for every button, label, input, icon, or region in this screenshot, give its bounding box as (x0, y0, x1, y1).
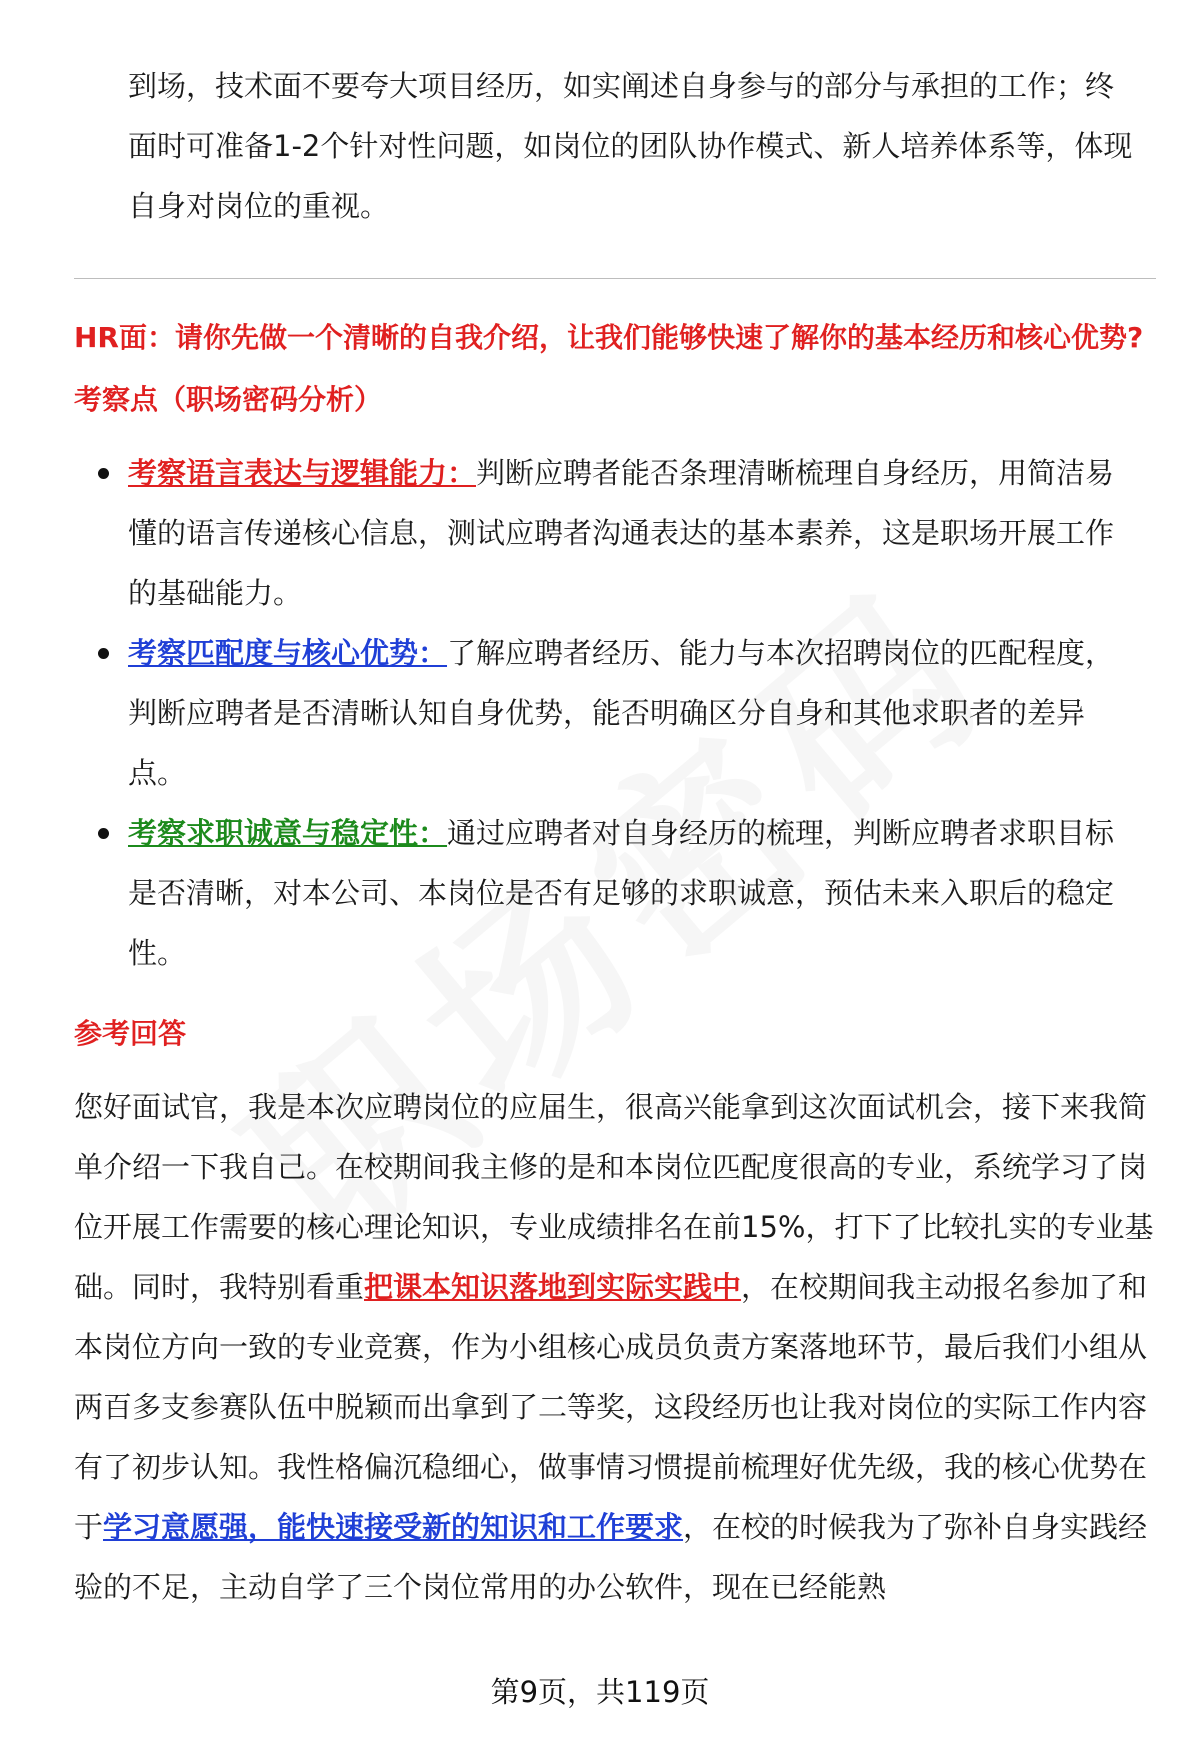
answer-text: 您好面试官，我是本次应聘岗位的应届生，很高兴能拿到这次面试机会，接下来我简单介绍一下我自己。在校期间我主修的是和本岗位匹配度很高的专业，系统学习了岗位开展工作需要的核心理论知识，专业成绩排名在前15%，打下了比较扎实的专业基础。同时，我特别看重 (74, 1090, 1154, 1304)
answer-text: ，在校期间我主动报名参加了和本岗位方向一致的专业竞赛，作为小组核心成员负责方案落地环节，最后我们小组从两百多支参赛队伍中脱颖而出拿到了二等奖，这段经历也让我对岗位的实际工作内容有了初步认知。我性格偏沉稳细心，做事情习惯提前梳理好优先级，我的核心优势在于 (74, 1270, 1148, 1544)
point-text: 通过应聘者对自身经历的梳理，判断应聘者求职目标是否清晰，对本公司、本岗位是否有足够的求职诚意，预估未来入职后的稳定性。 (128, 816, 1115, 970)
point-text: 判断应聘者能否条理清晰梳理自身经历，用简洁易懂的语言传递核心信息，测试应聘者沟通表达的基本素养，这是职场开展工作的基础能力。 (128, 456, 1115, 610)
point-title: 考察匹配度与核心优势： (128, 636, 448, 670)
bullet-icon (98, 648, 109, 659)
bullet-icon (98, 468, 109, 479)
page-footer: 第9页，共119页 (490, 1675, 710, 1709)
assessment-point (74, 623, 1138, 803)
assessment-heading: 考察点（职场密码分析） (74, 383, 383, 416)
reference-answer (74, 1077, 1156, 1617)
point-title: 考察语言表达与逻辑能力： (128, 456, 477, 490)
section-divider (74, 278, 1156, 279)
document-content (74, 0, 1154, 1617)
answer-highlight: 学习意愿强，能快速接受新的知识和工作要求 (103, 1510, 684, 1544)
answer-highlight: 把课本知识落地到实际实践中 (364, 1270, 742, 1304)
answer-heading: 参考回答 (74, 1017, 187, 1050)
point-text: 了解应聘者经历、能力与本次招聘岗位的匹配程度，判断应聘者是否清晰认知自身优势，能否明确区分自身和其他求职者的差异点。 (128, 636, 1115, 790)
point-title: 考察求职诚意与稳定性： (128, 816, 448, 850)
assessment-points-list (74, 443, 1154, 983)
assessment-point (74, 803, 1138, 983)
answer-text: ，在校的时候我为了弥补自身实践经验的不足，主动自学了三个岗位常用的办公软件，现在已经能熟 (74, 1510, 1148, 1604)
hr-question: HR面：请你先做一个清晰的自我介绍，让我们能够快速了解你的基本经历和核心优势? (74, 321, 1144, 354)
assessment-point (74, 443, 1138, 623)
bullet-icon (98, 828, 109, 839)
intro-paragraph: 到场，技术面不要夸大项目经历，如实阐述自身参与的部分与承担的工作；终面时可准备1-2个针对性问题，如岗位的团队协作模式、新人培养体系等，体现自身对岗位的重视。 (128, 69, 1133, 223)
